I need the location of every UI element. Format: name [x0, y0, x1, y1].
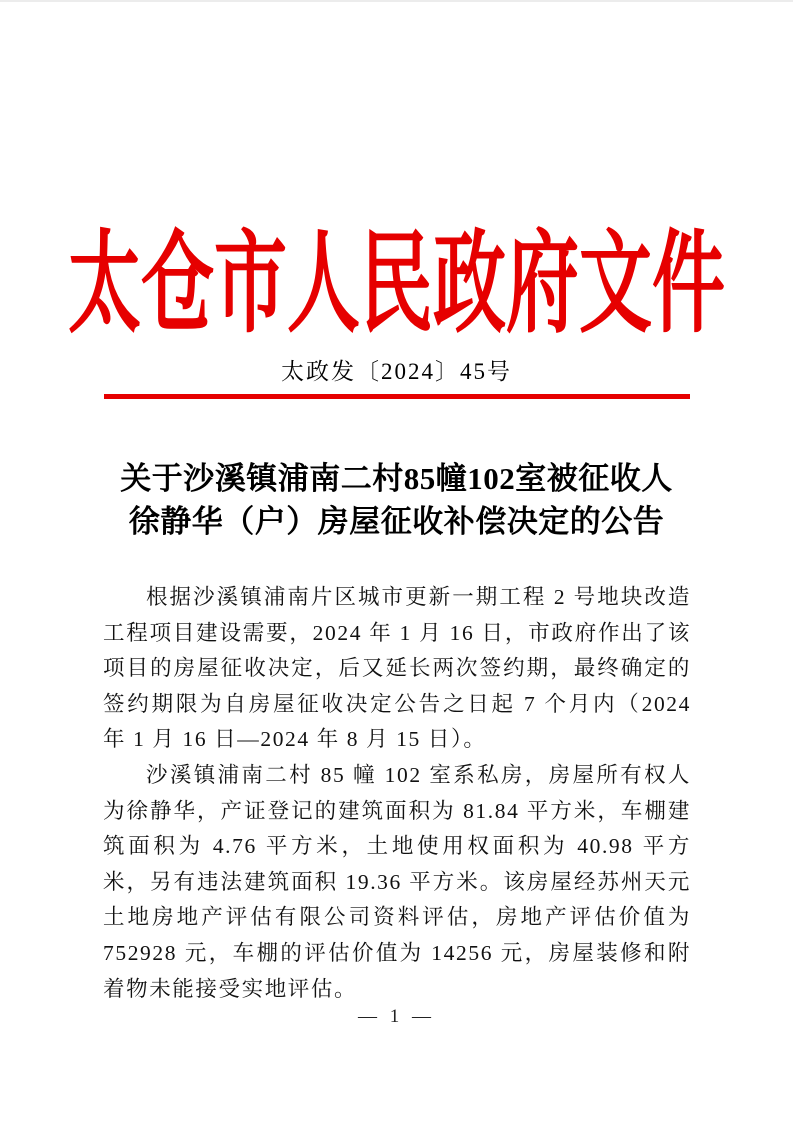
body-paragraph-2: 沙溪镇浦南二村 85 幢 102 室系私房，房屋所有权人为徐静华，产证登记的建筑面积为 81.84 平方米，车棚建筑面积为 4.76 平方米，土地使用权面积为 40.98 平方米，另有违法建筑面积 19.36 平方米。该房屋经苏州天元土地房地产评估有限公司资料评估，房地产评估价值为 752928 元，车棚的评估价值为 14256 元，房屋装修和附着物未能接受实地评估。 [103, 762, 691, 1001]
document-number: 太政发〔2024〕45号 [281, 359, 512, 384]
document-title-line2: 徐静华（户）房屋征收补偿决定的公告 [128, 504, 665, 539]
document-body [103, 580, 691, 1007]
body-paragraph-1: 根据沙溪镇浦南片区城市更新一期工程 2 号地块改造工程项目建设需要，2024 年 1 月 16 日，市政府作出了该项目的房屋征收决定，后又延长两次签约期，最终确定的签约期限为自房屋征收决定公告之日起 7 个月内（2024 年 1 月 16 日—2024 年 8 月 15 日）。 [103, 585, 691, 752]
document-title-line1: 关于沙溪镇浦南二村85幢102室被征收人 [120, 461, 673, 496]
document-title [60, 457, 733, 543]
red-divider-line [104, 394, 690, 399]
page-number: — 1 — [358, 1006, 435, 1027]
government-letterhead-title: 太仓市人民政府文件 [68, 222, 725, 346]
